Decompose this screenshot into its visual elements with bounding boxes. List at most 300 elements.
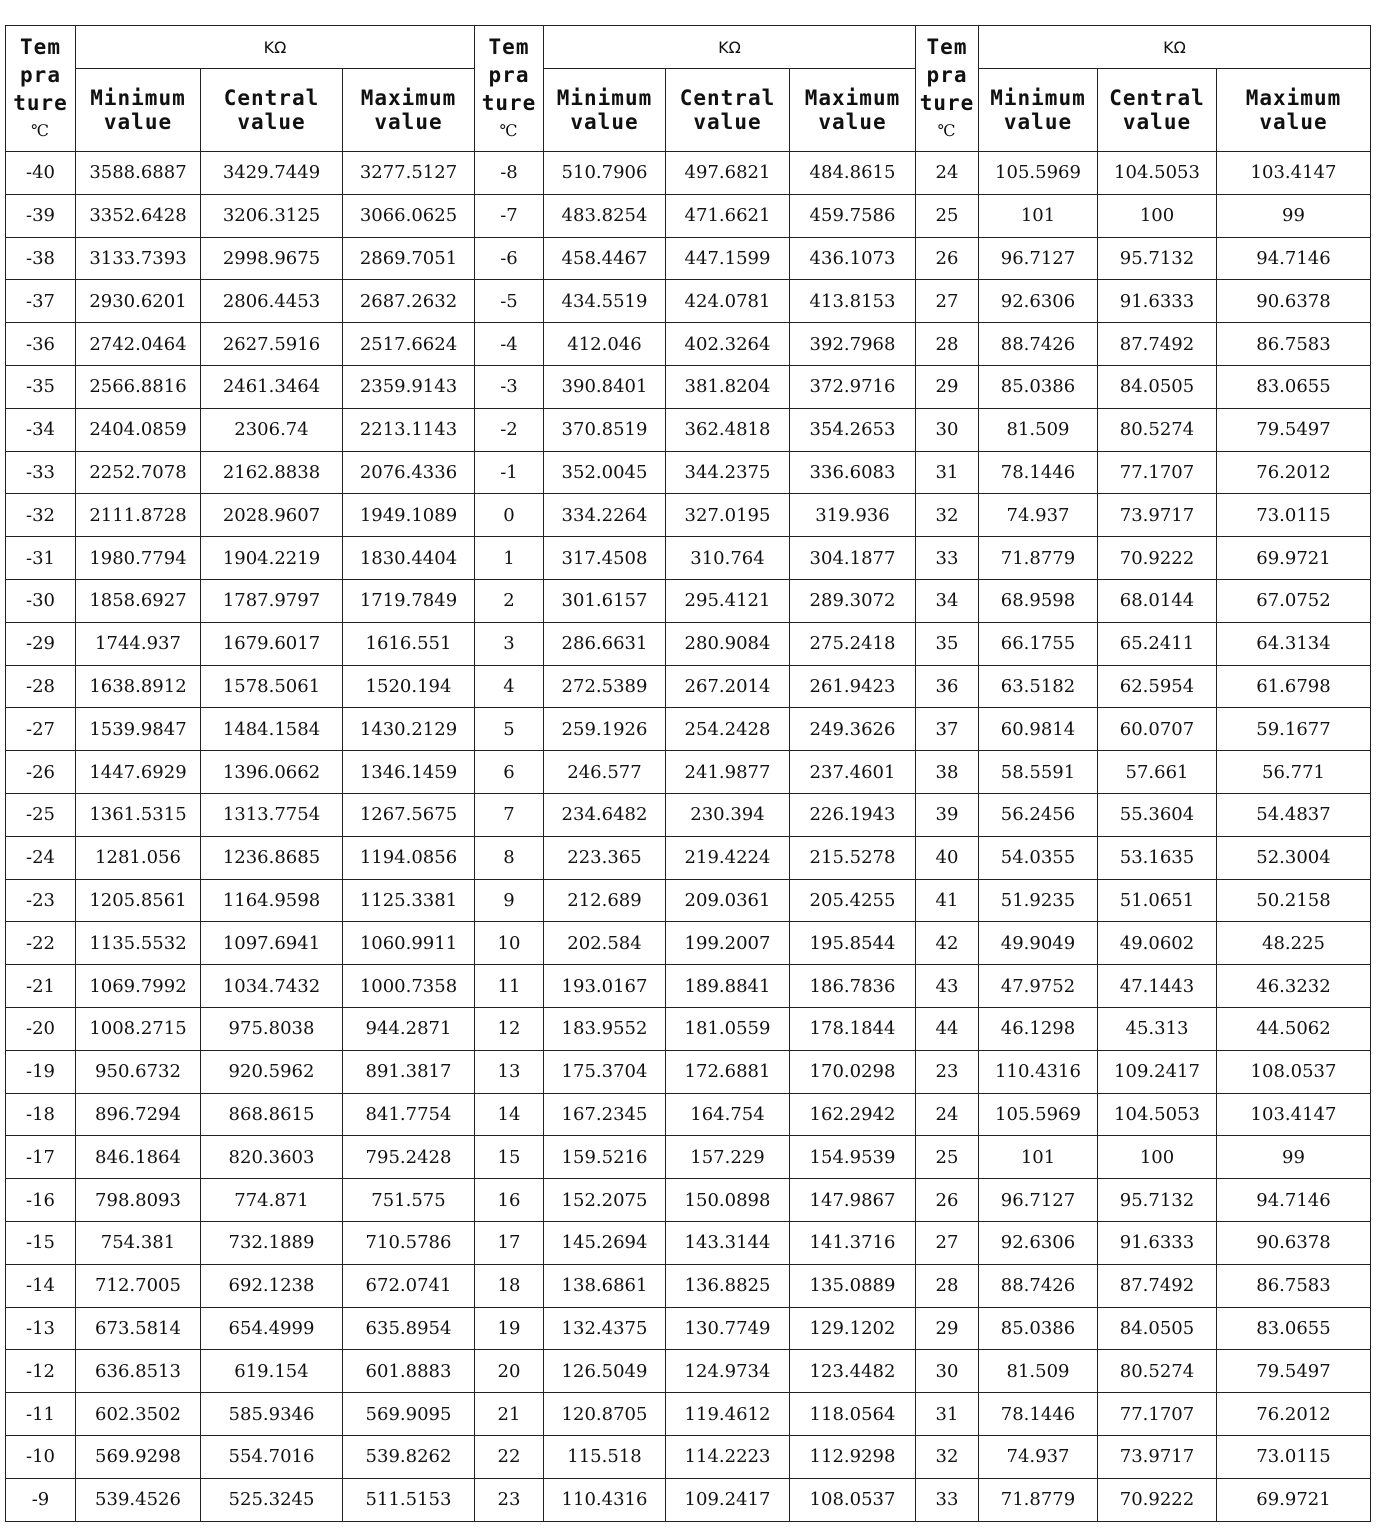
central-value-cell: 65.2411	[1098, 622, 1217, 665]
table-row	[6, 879, 1371, 922]
max-value-cell: 795.2428	[343, 1136, 475, 1179]
max-value-cell: 83.0655	[1217, 1307, 1371, 1350]
central-value-cell: 157.229	[666, 1136, 790, 1179]
min-value-cell: 1008.2715	[76, 1007, 201, 1050]
max-value-cell: 635.8954	[343, 1307, 475, 1350]
max-value-header: Maximum value	[1217, 69, 1371, 152]
max-value-cell: 354.2653	[790, 408, 916, 451]
table-row	[6, 1179, 1371, 1222]
min-value-cell: 54.0355	[979, 836, 1098, 879]
max-value-cell: 46.3232	[1217, 965, 1371, 1008]
central-value-cell: 868.8615	[201, 1093, 343, 1136]
max-value-cell: 275.2418	[790, 622, 916, 665]
table-row	[6, 1350, 1371, 1393]
temp-cell: 1	[475, 537, 544, 580]
temp-cell: -24	[6, 836, 76, 879]
min-value-cell: 115.518	[544, 1435, 666, 1478]
central-value-cell: 1313.7754	[201, 793, 343, 836]
min-value-cell: 569.9298	[76, 1435, 201, 1478]
resistance-table	[5, 25, 1371, 1522]
min-value-cell: 483.8254	[544, 194, 666, 237]
central-value-cell: 114.2223	[666, 1435, 790, 1478]
min-value-cell: 78.1446	[979, 451, 1098, 494]
min-value-cell: 110.4316	[544, 1478, 666, 1521]
max-value-cell: 304.1877	[790, 537, 916, 580]
min-value-cell: 88.7426	[979, 1264, 1098, 1307]
header-row-unit	[6, 26, 1371, 69]
temp-cell: 30	[916, 408, 979, 451]
max-value-cell: 459.7586	[790, 194, 916, 237]
min-value-cell: 3588.6887	[76, 152, 201, 195]
temp-header: Tem pra ture ℃	[6, 26, 76, 152]
table-row	[6, 494, 1371, 537]
max-value-cell: 944.2871	[343, 1007, 475, 1050]
max-value-cell: 1616.551	[343, 622, 475, 665]
central-value-cell: 68.0144	[1098, 579, 1217, 622]
temp-header: Tem pra ture ℃	[916, 26, 979, 152]
temp-cell: -35	[6, 365, 76, 408]
temp-cell: 7	[475, 793, 544, 836]
max-value-cell: 83.0655	[1217, 365, 1371, 408]
min-value-cell: 798.8093	[76, 1179, 201, 1222]
temp-cell: -2	[475, 408, 544, 451]
temp-header: Tem pra ture ℃	[475, 26, 544, 152]
temp-cell: 6	[475, 751, 544, 794]
min-value-header: Minimum value	[544, 69, 666, 152]
temp-cell: -26	[6, 751, 76, 794]
min-value-cell: 212.689	[544, 879, 666, 922]
max-value-cell: 289.3072	[790, 579, 916, 622]
central-value-cell: 55.3604	[1098, 793, 1217, 836]
table-row	[6, 1307, 1371, 1350]
min-value-cell: 96.7127	[979, 237, 1098, 280]
min-value-cell: 1744.937	[76, 622, 201, 665]
temp-cell: 8	[475, 836, 544, 879]
table-row	[6, 194, 1371, 237]
temp-cell: 23	[475, 1478, 544, 1521]
max-value-cell: 1267.5675	[343, 793, 475, 836]
temp-cell: -18	[6, 1093, 76, 1136]
central-value-cell: 104.5053	[1098, 1093, 1217, 1136]
max-value-cell: 69.9721	[1217, 1478, 1371, 1521]
table-row	[6, 1264, 1371, 1307]
max-value-cell: 129.1202	[790, 1307, 916, 1350]
temp-cell: -40	[6, 152, 76, 195]
max-value-cell: 162.2942	[790, 1093, 916, 1136]
temp-cell: 17	[475, 1221, 544, 1264]
temp-cell: 31	[916, 1393, 979, 1436]
temp-cell: -15	[6, 1221, 76, 1264]
min-value-cell: 246.577	[544, 751, 666, 794]
min-value-cell: 272.5389	[544, 665, 666, 708]
central-value-cell: 80.5274	[1098, 408, 1217, 451]
max-value-cell: 154.9539	[790, 1136, 916, 1179]
max-value-cell: 56.771	[1217, 751, 1371, 794]
temp-cell: 9	[475, 879, 544, 922]
central-value-cell: 402.3264	[666, 323, 790, 366]
temp-cell: 2	[475, 579, 544, 622]
min-value-cell: 46.1298	[979, 1007, 1098, 1050]
central-value-cell: 70.9222	[1098, 537, 1217, 580]
min-value-cell: 74.937	[979, 1435, 1098, 1478]
min-value-cell: 1447.6929	[76, 751, 201, 794]
min-value-header: Minimum value	[76, 69, 201, 152]
temp-cell: 42	[916, 922, 979, 965]
central-value-cell: 53.1635	[1098, 836, 1217, 879]
max-value-cell: 147.9867	[790, 1179, 916, 1222]
central-value-cell: 920.5962	[201, 1050, 343, 1093]
min-value-cell: 390.8401	[544, 365, 666, 408]
max-value-cell: 79.5497	[1217, 1350, 1371, 1393]
min-value-cell: 1069.7992	[76, 965, 201, 1008]
max-value-cell: 44.5062	[1217, 1007, 1371, 1050]
central-value-cell: 2461.3464	[201, 365, 343, 408]
central-value-cell: 585.9346	[201, 1393, 343, 1436]
table-row	[6, 622, 1371, 665]
min-value-cell: 1361.5315	[76, 793, 201, 836]
central-value-cell: 91.6333	[1098, 280, 1217, 323]
min-value-cell: 49.9049	[979, 922, 1098, 965]
central-value-cell: 654.4999	[201, 1307, 343, 1350]
max-value-cell: 1830.4404	[343, 537, 475, 580]
central-value-cell: 267.2014	[666, 665, 790, 708]
max-value-cell: 2869.7051	[343, 237, 475, 280]
max-value-cell: 2359.9143	[343, 365, 475, 408]
max-value-cell: 59.1677	[1217, 708, 1371, 751]
temp-cell: 26	[916, 1179, 979, 1222]
min-value-cell: 183.9552	[544, 1007, 666, 1050]
min-value-cell: 712.7005	[76, 1264, 201, 1307]
temp-cell: -29	[6, 622, 76, 665]
temp-cell: 33	[916, 1478, 979, 1521]
temp-cell: -14	[6, 1264, 76, 1307]
temp-cell: 27	[916, 1221, 979, 1264]
temp-cell: 43	[916, 965, 979, 1008]
max-value-cell: 73.0115	[1217, 494, 1371, 537]
central-value-cell: 57.661	[1098, 751, 1217, 794]
min-value-cell: 2252.7078	[76, 451, 201, 494]
min-value-cell: 74.937	[979, 494, 1098, 537]
max-value-cell: 1949.1089	[343, 494, 475, 537]
central-value-cell: 774.871	[201, 1179, 343, 1222]
max-value-cell: 1000.7358	[343, 965, 475, 1008]
min-value-cell: 3352.6428	[76, 194, 201, 237]
temp-cell: -7	[475, 194, 544, 237]
table-row	[6, 451, 1371, 494]
central-value-cell: 1396.0662	[201, 751, 343, 794]
temp-cell: 29	[916, 365, 979, 408]
min-value-cell: 2111.8728	[76, 494, 201, 537]
central-value-cell: 164.754	[666, 1093, 790, 1136]
temp-cell: 5	[475, 708, 544, 751]
max-value-cell: 205.4255	[790, 879, 916, 922]
central-value-header: Central value	[201, 69, 343, 152]
central-value-cell: 295.4121	[666, 579, 790, 622]
min-value-cell: 126.5049	[544, 1350, 666, 1393]
central-value-cell: 1484.1584	[201, 708, 343, 751]
table-row	[6, 1435, 1371, 1478]
min-value-cell: 1281.056	[76, 836, 201, 879]
central-value-cell: 230.394	[666, 793, 790, 836]
temp-cell: 29	[916, 1307, 979, 1350]
central-value-cell: 619.154	[201, 1350, 343, 1393]
min-value-cell: 85.0386	[979, 365, 1098, 408]
table-row	[6, 836, 1371, 879]
max-value-cell: 672.0741	[343, 1264, 475, 1307]
temp-cell: 37	[916, 708, 979, 751]
min-value-cell: 167.2345	[544, 1093, 666, 1136]
central-value-cell: 1679.6017	[201, 622, 343, 665]
min-value-cell: 105.5969	[979, 152, 1098, 195]
min-value-cell: 636.8513	[76, 1350, 201, 1393]
temp-cell: 27	[916, 280, 979, 323]
temp-cell: 28	[916, 323, 979, 366]
max-value-cell: 112.9298	[790, 1435, 916, 1478]
central-value-cell: 70.9222	[1098, 1478, 1217, 1521]
max-value-cell: 61.6798	[1217, 665, 1371, 708]
central-value-cell: 84.0505	[1098, 365, 1217, 408]
min-value-cell: 370.8519	[544, 408, 666, 451]
max-value-cell: 108.0537	[790, 1478, 916, 1521]
temp-cell: 41	[916, 879, 979, 922]
max-value-cell: 195.8544	[790, 922, 916, 965]
max-value-cell: 261.9423	[790, 665, 916, 708]
central-value-cell: 84.0505	[1098, 1307, 1217, 1350]
central-value-cell: 47.1443	[1098, 965, 1217, 1008]
temp-cell: -20	[6, 1007, 76, 1050]
max-value-cell: 54.4837	[1217, 793, 1371, 836]
table-row	[6, 280, 1371, 323]
max-value-cell: 336.6083	[790, 451, 916, 494]
temp-cell: -37	[6, 280, 76, 323]
max-value-cell: 186.7836	[790, 965, 916, 1008]
table-row	[6, 751, 1371, 794]
max-value-cell: 76.2012	[1217, 451, 1371, 494]
temp-cell: 11	[475, 965, 544, 1008]
min-value-cell: 1539.9847	[76, 708, 201, 751]
temp-cell: 25	[916, 1136, 979, 1179]
temp-cell: -28	[6, 665, 76, 708]
table-row	[6, 1478, 1371, 1521]
temp-cell: 16	[475, 1179, 544, 1222]
min-value-cell: 259.1926	[544, 708, 666, 751]
central-value-cell: 3429.7449	[201, 152, 343, 195]
temp-cell: -33	[6, 451, 76, 494]
temp-cell: -9	[6, 1478, 76, 1521]
central-value-cell: 310.764	[666, 537, 790, 580]
max-value-cell: 392.7968	[790, 323, 916, 366]
temp-cell: -19	[6, 1050, 76, 1093]
min-value-cell: 3133.7393	[76, 237, 201, 280]
temp-cell: -23	[6, 879, 76, 922]
max-value-cell: 710.5786	[343, 1221, 475, 1264]
temp-cell: -38	[6, 237, 76, 280]
max-value-cell: 99	[1217, 1136, 1371, 1179]
max-value-cell: 2687.2632	[343, 280, 475, 323]
central-value-cell: 100	[1098, 194, 1217, 237]
min-value-cell: 105.5969	[979, 1093, 1098, 1136]
max-value-cell: 2213.1143	[343, 408, 475, 451]
table-row	[6, 537, 1371, 580]
max-value-cell: 67.0752	[1217, 579, 1371, 622]
max-value-cell: 841.7754	[343, 1093, 475, 1136]
table-body	[6, 152, 1371, 1522]
max-value-cell: 1430.2129	[343, 708, 475, 751]
max-value-cell: 50.2158	[1217, 879, 1371, 922]
temp-cell: -39	[6, 194, 76, 237]
temp-cell: 38	[916, 751, 979, 794]
central-value-cell: 189.8841	[666, 965, 790, 1008]
max-value-cell: 891.3817	[343, 1050, 475, 1093]
temp-cell: 14	[475, 1093, 544, 1136]
min-value-cell: 539.4526	[76, 1478, 201, 1521]
max-value-cell: 3277.5127	[343, 152, 475, 195]
min-value-cell: 2404.0859	[76, 408, 201, 451]
temp-cell: 15	[475, 1136, 544, 1179]
temp-cell: -34	[6, 408, 76, 451]
temp-cell: 35	[916, 622, 979, 665]
central-value-cell: 109.2417	[1098, 1050, 1217, 1093]
max-value-cell: 413.8153	[790, 280, 916, 323]
temp-cell: -1	[475, 451, 544, 494]
max-value-cell: 1520.194	[343, 665, 475, 708]
temp-cell: -3	[475, 365, 544, 408]
central-value-cell: 1034.7432	[201, 965, 343, 1008]
temp-cell: -16	[6, 1179, 76, 1222]
min-value-cell: 68.9598	[979, 579, 1098, 622]
min-value-cell: 88.7426	[979, 323, 1098, 366]
temp-cell: 44	[916, 1007, 979, 1050]
table-row	[6, 1221, 1371, 1264]
max-value-cell: 1060.9911	[343, 922, 475, 965]
central-value-cell: 344.2375	[666, 451, 790, 494]
central-value-cell: 109.2417	[666, 1478, 790, 1521]
max-value-cell: 1194.0856	[343, 836, 475, 879]
max-value-cell: 436.1073	[790, 237, 916, 280]
max-value-cell: 237.4601	[790, 751, 916, 794]
central-value-cell: 87.7492	[1098, 323, 1217, 366]
temp-cell: 20	[475, 1350, 544, 1393]
central-value-cell: 45.313	[1098, 1007, 1217, 1050]
central-value-cell: 199.2007	[666, 922, 790, 965]
central-value-cell: 280.9084	[666, 622, 790, 665]
central-value-cell: 80.5274	[1098, 1350, 1217, 1393]
max-value-cell: 3066.0625	[343, 194, 475, 237]
temp-cell: 21	[475, 1393, 544, 1436]
central-value-cell: 241.9877	[666, 751, 790, 794]
min-value-cell: 78.1446	[979, 1393, 1098, 1436]
min-value-cell: 1205.8561	[76, 879, 201, 922]
unit-header: KΩ	[979, 26, 1371, 69]
min-value-cell: 458.4467	[544, 237, 666, 280]
temp-cell: 0	[475, 494, 544, 537]
temp-cell: -5	[475, 280, 544, 323]
central-value-cell: 60.0707	[1098, 708, 1217, 751]
temp-cell: 26	[916, 237, 979, 280]
min-value-cell: 175.3704	[544, 1050, 666, 1093]
max-value-cell: 86.7583	[1217, 1264, 1371, 1307]
central-value-cell: 1787.9797	[201, 579, 343, 622]
min-value-cell: 81.509	[979, 408, 1098, 451]
central-value-cell: 119.4612	[666, 1393, 790, 1436]
central-value-cell: 471.6621	[666, 194, 790, 237]
central-value-cell: 3206.3125	[201, 194, 343, 237]
min-value-cell: 1980.7794	[76, 537, 201, 580]
central-value-cell: 77.1707	[1098, 1393, 1217, 1436]
table-row	[6, 965, 1371, 1008]
temp-cell: 23	[916, 1050, 979, 1093]
central-value-header: Central value	[666, 69, 790, 152]
temp-cell: -8	[475, 152, 544, 195]
max-value-cell: 1125.3381	[343, 879, 475, 922]
min-value-cell: 63.5182	[979, 665, 1098, 708]
central-value-cell: 95.7132	[1098, 1179, 1217, 1222]
table-row	[6, 1393, 1371, 1436]
min-value-cell: 1638.8912	[76, 665, 201, 708]
min-value-cell: 234.6482	[544, 793, 666, 836]
min-value-cell: 92.6306	[979, 1221, 1098, 1264]
min-value-cell: 85.0386	[979, 1307, 1098, 1350]
central-value-cell: 181.0559	[666, 1007, 790, 1050]
temp-cell: 33	[916, 537, 979, 580]
table-row	[6, 1050, 1371, 1093]
max-value-cell: 249.3626	[790, 708, 916, 751]
min-value-cell: 602.3502	[76, 1393, 201, 1436]
temp-cell: 10	[475, 922, 544, 965]
max-value-cell: 73.0115	[1217, 1435, 1371, 1478]
max-value-cell: 76.2012	[1217, 1393, 1371, 1436]
temp-cell: -13	[6, 1307, 76, 1350]
central-value-cell: 49.0602	[1098, 922, 1217, 965]
min-value-cell: 412.046	[544, 323, 666, 366]
min-value-cell: 223.365	[544, 836, 666, 879]
table-row	[6, 152, 1371, 195]
central-value-cell: 130.7749	[666, 1307, 790, 1350]
temp-cell: 25	[916, 194, 979, 237]
max-value-cell: 99	[1217, 194, 1371, 237]
central-value-cell: 219.4224	[666, 836, 790, 879]
max-value-cell: 90.6378	[1217, 1221, 1371, 1264]
central-value-cell: 124.9734	[666, 1350, 790, 1393]
max-value-cell: 1719.7849	[343, 579, 475, 622]
min-value-cell: 896.7294	[76, 1093, 201, 1136]
temp-cell: -32	[6, 494, 76, 537]
central-value-cell: 1578.5061	[201, 665, 343, 708]
max-value-cell: 123.4482	[790, 1350, 916, 1393]
central-value-cell: 143.3144	[666, 1221, 790, 1264]
temp-cell: 19	[475, 1307, 544, 1350]
central-value-cell: 172.6881	[666, 1050, 790, 1093]
table-row	[6, 1136, 1371, 1179]
min-value-cell: 51.9235	[979, 879, 1098, 922]
min-value-cell: 950.6732	[76, 1050, 201, 1093]
min-value-cell: 92.6306	[979, 280, 1098, 323]
min-value-cell: 2566.8816	[76, 365, 201, 408]
central-value-cell: 51.0651	[1098, 879, 1217, 922]
temp-cell: 13	[475, 1050, 544, 1093]
table-row	[6, 323, 1371, 366]
table-row	[6, 1007, 1371, 1050]
max-value-cell: 86.7583	[1217, 323, 1371, 366]
central-value-cell: 150.0898	[666, 1179, 790, 1222]
unit-header: KΩ	[76, 26, 475, 69]
central-value-cell: 91.6333	[1098, 1221, 1217, 1264]
central-value-cell: 554.7016	[201, 1435, 343, 1478]
table-row	[6, 922, 1371, 965]
max-value-header: Maximum value	[790, 69, 916, 152]
max-value-cell: 141.3716	[790, 1221, 916, 1264]
table-row	[6, 793, 1371, 836]
